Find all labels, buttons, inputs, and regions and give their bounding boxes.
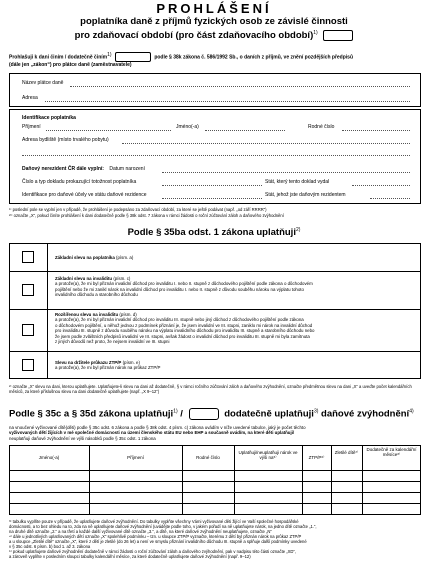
state-res-label: Stát, jehož jste daňovým rezidentem	[265, 192, 346, 198]
disability-discount-suffix: (písm. c)	[112, 276, 131, 281]
s2-note-8: a zároveň vyplňte v posledním sloupci tabulky kalendářní měsíce, za které dodatečně uplatňujete daňové zvýhodnění (např. 9–12)	[9, 554, 251, 559]
state-issued-field[interactable]	[352, 185, 410, 186]
s1-row-div-2	[9, 309, 421, 310]
section2-title	[9, 408, 421, 420]
dob-label: Datum narození	[109, 166, 145, 172]
basic-discount-checkbox[interactable]	[22, 251, 34, 263]
id-doc-label: Číslo a typ dokladu prokazující totožnost poplatníka	[22, 179, 137, 185]
form-subtitle-2-sup: 1)	[313, 30, 318, 36]
basic-discount-title: Základní slevu na poplatníka	[55, 255, 115, 260]
declaration-sup: 1)	[107, 52, 112, 58]
ztpp-discount-suffix: (písm. e)	[121, 360, 140, 365]
declaration-text-before: Prohlašuji k dani činím / dodatečně činím	[9, 54, 108, 61]
nonres-heading	[22, 166, 145, 172]
surname-label: Příjmení	[22, 124, 41, 130]
disability-discount-text	[55, 276, 415, 298]
declaration-text-after: podle § 38k zákona č. 586/1992 Sb., o daních z příjmů, ve znění pozdějších předpisů	[154, 54, 353, 61]
form-subtitle-2-text: pro zdaňovací období (pro část zdaňovacího období)	[74, 30, 314, 42]
basic-discount-text	[55, 255, 133, 260]
section2-marker-box[interactable]	[189, 408, 219, 420]
taxpayer-box	[9, 109, 421, 204]
payer-name-label: Název plátce daně	[22, 80, 64, 86]
ztpp-discount-checkbox[interactable]	[22, 359, 34, 371]
ext-disability-line-3: pro invaliditu III. stupně z důvodu souběhu nároku na výplatu invalidního důchodu pro invaliditu III. stupně a starobního důchodu nebo	[55, 328, 315, 334]
ext-disability-line-2: o důchodovém pojištění, u něhož jednou z podmínek přiznání je, že jsem invalidní ve III. stupni, zaniklo mi nárok na invalidní důchod	[55, 322, 313, 328]
section2-para-line-3: neuplatňuji daňové zvýhodnění ve výši násobků podle § 35c odst. 1 zákona	[9, 435, 156, 441]
firstname-label: Jméno(-a)	[176, 124, 199, 130]
payer-name-field[interactable]	[70, 86, 410, 87]
dob-field[interactable]	[162, 172, 410, 173]
section1-title-text: Podle § 35ba odst. 1 zákona uplatňuji	[127, 227, 296, 239]
section1-col-divider	[47, 243, 48, 379]
firstname-field[interactable]	[205, 130, 285, 131]
declaration-statement	[9, 52, 421, 69]
note-1: ¹⁾ poslední pole se vyplní jen v případě, že prohlášení je podepsáno za zdaňovací období, za které se ještě podávat (např. „od září RRRR“)	[9, 207, 267, 212]
disability-line-3: invalidního důchodu a starobního důchodu	[55, 292, 138, 298]
col-header-ztpp: ZTP/P⁶⁾	[308, 455, 325, 460]
payer-address-field[interactable]	[45, 101, 410, 102]
disability-discount-title: Základní slevu na invaliditu	[55, 276, 113, 281]
form-title: PROHLÁŠENÍ	[156, 1, 272, 16]
col-div-5	[331, 445, 332, 515]
section2-part4-sup: 4)	[409, 408, 414, 415]
s2-note-2: domácnosti, a to bez ohledu na to, zda na ně uplatňujete daňové zvýhodnění (uvádějte podle toho, v jakém pořadí na ně uplatňujete nárok, na jedno dítě označte „1.“,	[9, 524, 317, 529]
section2-notes	[9, 519, 421, 559]
col-div-3	[234, 445, 235, 515]
extended-disability-title: Rozšířenou slevu na invaliditu	[55, 312, 119, 317]
nonres-heading-text: Daňový nerezident ČR dále vyplní:	[22, 166, 104, 172]
col-header-claim: Uplatňuji/neuplatňuji nárok ve výši na⁵⁾	[238, 450, 298, 461]
tp-address-label: Adresa bydliště (místo trvalého pobytu)	[22, 137, 109, 143]
ztpp-line-1: a protože(a), že mi byl přiznán nárok na průkaz ZTP/P	[55, 365, 161, 371]
section2-paragraph	[9, 425, 421, 441]
section2-part4: daňové zvýhodnění	[321, 408, 410, 420]
section2-para-line-1: na vnoučené vyživované dítě(děti) podle § 35c odst. 6 zákona a podle § 38k odst. 4 písm. c) zákona uvádím v níže uvedené tabulce, jaký je počet těchto	[9, 425, 306, 430]
disability-line-2: pojištění nebo že mi zanikl nárok na invalidní důchod pro invaliditu I. nebo II. stupně z důvodu souběhu nároku na výplatu tohoto	[55, 286, 304, 292]
children-row-div-3	[9, 503, 421, 504]
section1-note: ²⁾ označte „X“ slevu na dani, kterou uplatňujete. Uplatňujete-li slevu na dani až dodatečně, § v rámci ročního zúčtování záloh a daňového zvýhodnění, označte předmětnou slevu na dani „X“ a uveďte počet kalendářních měsíců, za které příslušnou slevu na dani dodatečně uplatňujete (např. „X 9–12“)	[9, 384, 412, 394]
col-header-surname: Příjmení	[127, 455, 144, 460]
taxpayer-heading: Identifikace poplatníka	[22, 115, 76, 121]
section2-part1: Podle § 35c a § 35d zákona uplatňuji	[9, 408, 174, 420]
tp-address-field-2[interactable]	[22, 155, 410, 156]
s1-row-div-1	[9, 271, 421, 272]
col-header-adult-child: Zletilé dítě⁷⁾	[334, 450, 359, 455]
tax-id-field[interactable]	[162, 198, 262, 199]
s2-note-5: a u sloupce „Zletilé dítě“ označte „X“, které z dětí je zletilé (do 26 let) a není ve smyslu přiznání invalidního důchodu III. stupně a splňuje další podmínky uvedené	[9, 539, 307, 544]
col-div-6	[362, 445, 363, 515]
payer-address-label: Adresa	[22, 95, 38, 101]
ext-disability-line-1: a protože(a), že mi byl přiznán invalidní důchod pro invaliditu III. stupně nebo jiný důchod z důchodového pojištění podle zákona	[55, 317, 304, 323]
extended-disability-suffix: (písm. d)	[118, 312, 137, 317]
id-doc-field[interactable]	[162, 185, 262, 186]
disability-discount-checkbox[interactable]	[22, 284, 34, 296]
s2-note-4: ⁴⁾ dále u jednotlivých uplatňovaných dětí označte „X“ spolehlivě podmínku – tzn. u sloupce ZTP/P vyznačte, kterému z dětí byl přiznán nárok na průkaz ZTP/P	[9, 534, 302, 539]
ztpp-discount-text	[55, 360, 415, 371]
col-header-birthnum: Rodné číslo	[196, 455, 220, 460]
declaration-type-box[interactable]	[115, 52, 151, 62]
s1-row-div-3	[9, 351, 421, 352]
form-subtitle-2	[0, 30, 428, 41]
form-subtitle-1: poplatníka daně z příjmů fyzických osob ze závislé činnosti	[80, 16, 348, 27]
surname-field[interactable]	[46, 130, 171, 131]
ext-disability-line-5: z jiných důvodů než proto, že nejsem invalidní ve III. stupni	[55, 339, 170, 345]
tp-address-field[interactable]	[122, 143, 410, 144]
extended-disability-text	[55, 312, 415, 344]
declaration-text-line2: (dále jen „zákon“) pro plátce daně (zaměstnavatele)	[9, 62, 132, 69]
children-table-header-divider	[9, 470, 421, 471]
s2-note-7: ⁵⁾ pokud uplatňujete daňové zvýhodnění dodatečně v rámci žádosti o roční zúčtování záloh a daňového zvýhodnění, pak v nadpisu této části označte „XD“,	[9, 549, 296, 554]
birthnum-label: Rodné číslo	[308, 124, 335, 130]
basic-discount-suffix: (písm. a)	[114, 255, 134, 260]
state-issued-label: Stát, který tento doklad vydal	[265, 179, 330, 185]
birthnum-field[interactable]	[342, 130, 410, 131]
state-res-field[interactable]	[370, 198, 410, 199]
section1-title-sup: 2)	[295, 227, 301, 233]
children-row-div-1	[9, 481, 421, 482]
ztpp-discount-title: Slevu na držitele průkazu ZTP/P	[55, 360, 122, 365]
section2-part2: /	[180, 408, 183, 420]
col-header-months: Dodatečně za kalendářní měsíce⁸⁾	[366, 447, 417, 458]
disability-line-1: a protože(a), že mi byl přiznán invalidní důchod pro invaliditu I. nebo II. stupně z důchodového pojištění podle zákona o důchodovém	[55, 281, 313, 287]
section1-table	[9, 243, 421, 379]
section2-para-line-2: vyživovaných dětí žijících v mé společné domácnosti na území členského státu EU nebo EHP a současně uvádím, na které děti uplatňuji/	[9, 430, 295, 436]
s2-note-3: na druhé dítě označte „2.“ a na třetí a každé další vyživované dítě označte „3.“, a dítě, na které daňové zvýhodnění neuplatňujete, označte „N“	[9, 529, 272, 534]
tax-id-label: Identifikace pro daňové účely ve státu daňové rezidence	[22, 192, 147, 198]
ext-disability-line-4: že jsem podle zvláštních předpisů invalidní ve III. stupni, avšak žádost o invalidní důchod pro invaliditu III. stupně mi byla zamítnuta	[55, 333, 310, 339]
section2-part1-sup: 1)	[173, 408, 178, 415]
s2-note-6: v § 35c odst. 6 písm. b) bod 1. až 3. zákona	[9, 544, 91, 549]
col-header-firstname: Jméno(-a)	[38, 455, 60, 460]
section2-part3: dodatečně uplatňuji	[224, 408, 314, 420]
children-row-div-2	[9, 492, 421, 493]
s2-note-1: ³⁾ tabulku vyplňte pouze v případě, že uplatňujete daňové zvýhodnění. Do tabulky vyplňte všechny Vámi vyživované děti žijící ve Vaší společné hospodářské	[9, 519, 299, 524]
extended-disability-checkbox[interactable]	[22, 324, 34, 336]
note-2: ²⁾⁾ označte „X“, pokud činíte prohlášení k dani dodatečně podle § 38k odst. 7 zákona v rámci žádosti o roční zúčtování záloh a daňového zvýhodnění	[9, 213, 284, 218]
period-field[interactable]	[323, 30, 353, 41]
section1-title	[0, 227, 428, 238]
section2-part3-sup: 3)	[313, 408, 319, 415]
